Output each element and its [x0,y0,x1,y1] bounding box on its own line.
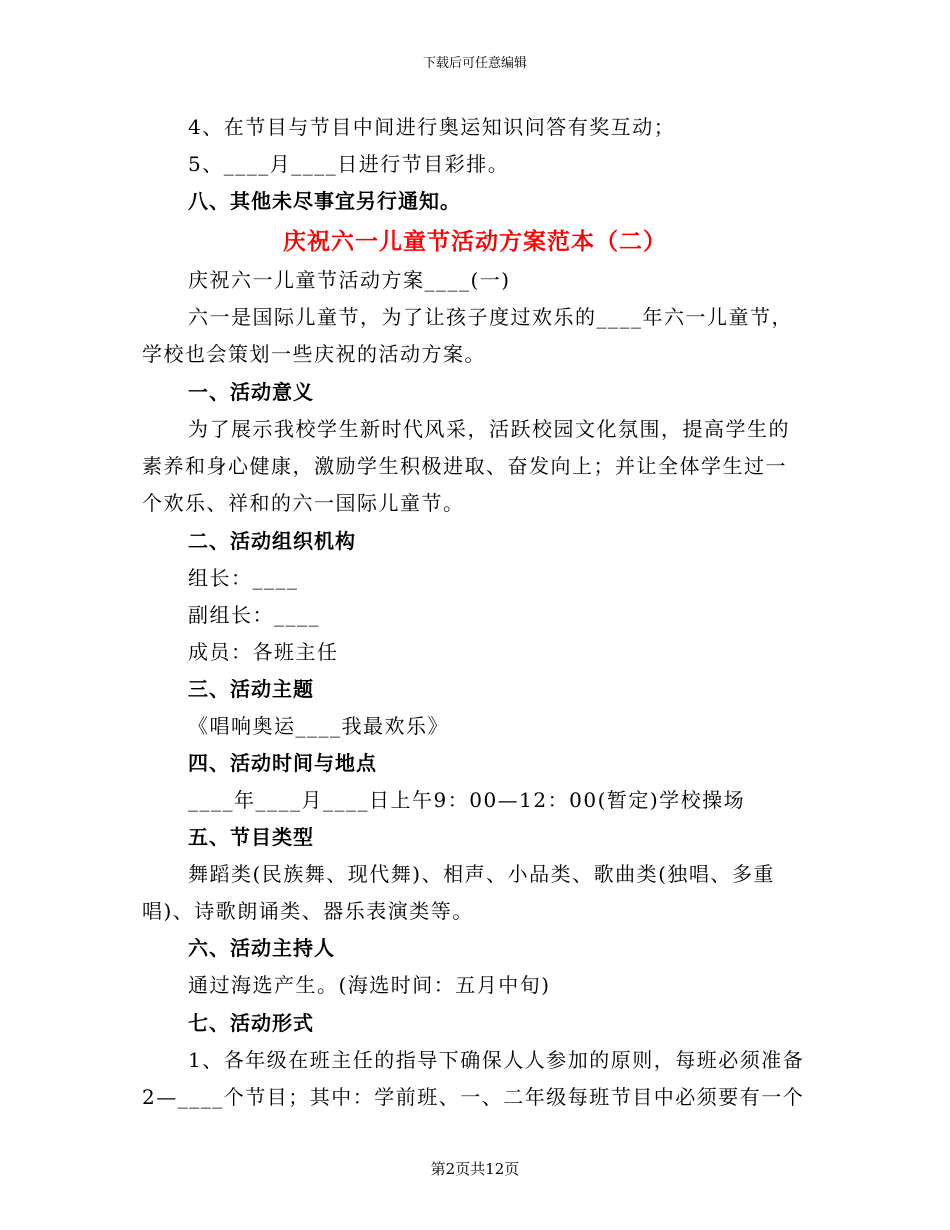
page-header: 下载后可任意编辑 [422,56,527,71]
list-item: 5、____月____日进行节目彩排。 [188,152,510,176]
document-title: 庆祝六一儿童节活动方案范本（二） [283,229,667,255]
section-heading: 八、其他未尽事宜另行通知。 [188,189,461,213]
paragraph-line: 1、各年级在班主任的指导下确保人人参加的原则，每班必须准备 [188,1048,805,1072]
section-heading: 三、活动主题 [188,677,314,701]
list-item: 4、在节目与节目中间进行奥运知识问答有奖互动； [188,115,676,139]
page-footer: 第2页共12页 [430,1160,520,1178]
section-heading: 六、活动主持人 [188,936,335,960]
section-heading: 一、活动意义 [188,380,314,404]
paragraph-line: ____年____月____日上午9：00—12：00(暂定)学校操场 [188,788,746,812]
section-heading: 四、活动时间与地点 [188,751,377,775]
paragraph-line: 副组长：____ [188,603,320,627]
paragraph-line: 学校也会策划一些庆祝的活动方案。 [142,342,486,366]
paragraph-line: 组长：____ [188,566,299,590]
paragraph-line: 庆祝六一儿童节活动方案____(一) [188,268,511,292]
section-heading: 七、活动形式 [188,1011,314,1035]
paragraph-line: 六一是国际儿童节，为了让孩子度过欢乐的____年六一儿童节， [188,305,793,329]
paragraph-line: 唱)、诗歌朗诵类、器乐表演类等。 [142,899,474,923]
paragraph-line: 2—____个节目；其中：学前班、一、二年级每班节目中必须要有一个 [142,1085,805,1109]
section-heading: 二、活动组织机构 [188,529,356,553]
section-heading: 五、节目类型 [188,825,314,849]
paragraph-line: 素养和身心健康，激励学生积极进取、奋发向上；并让全体学生过一 [142,454,787,478]
paragraph-line: 《唱响奥运____我最欢乐》 [188,714,449,738]
paragraph-line: 舞蹈类(民族舞、现代舞)、相声、小品类、歌曲类(独唱、多重 [188,862,775,886]
paragraph-line: 为了展示我校学生新时代风采，活跃校园文化氛围，提高学生的 [188,417,790,441]
paragraph-line: 个欢乐、祥和的六一国际儿童节。 [142,491,465,515]
paragraph-line: 成员：各班主任 [188,640,339,664]
paragraph-line: 通过海选产生。(海选时间：五月中旬) [188,973,551,997]
